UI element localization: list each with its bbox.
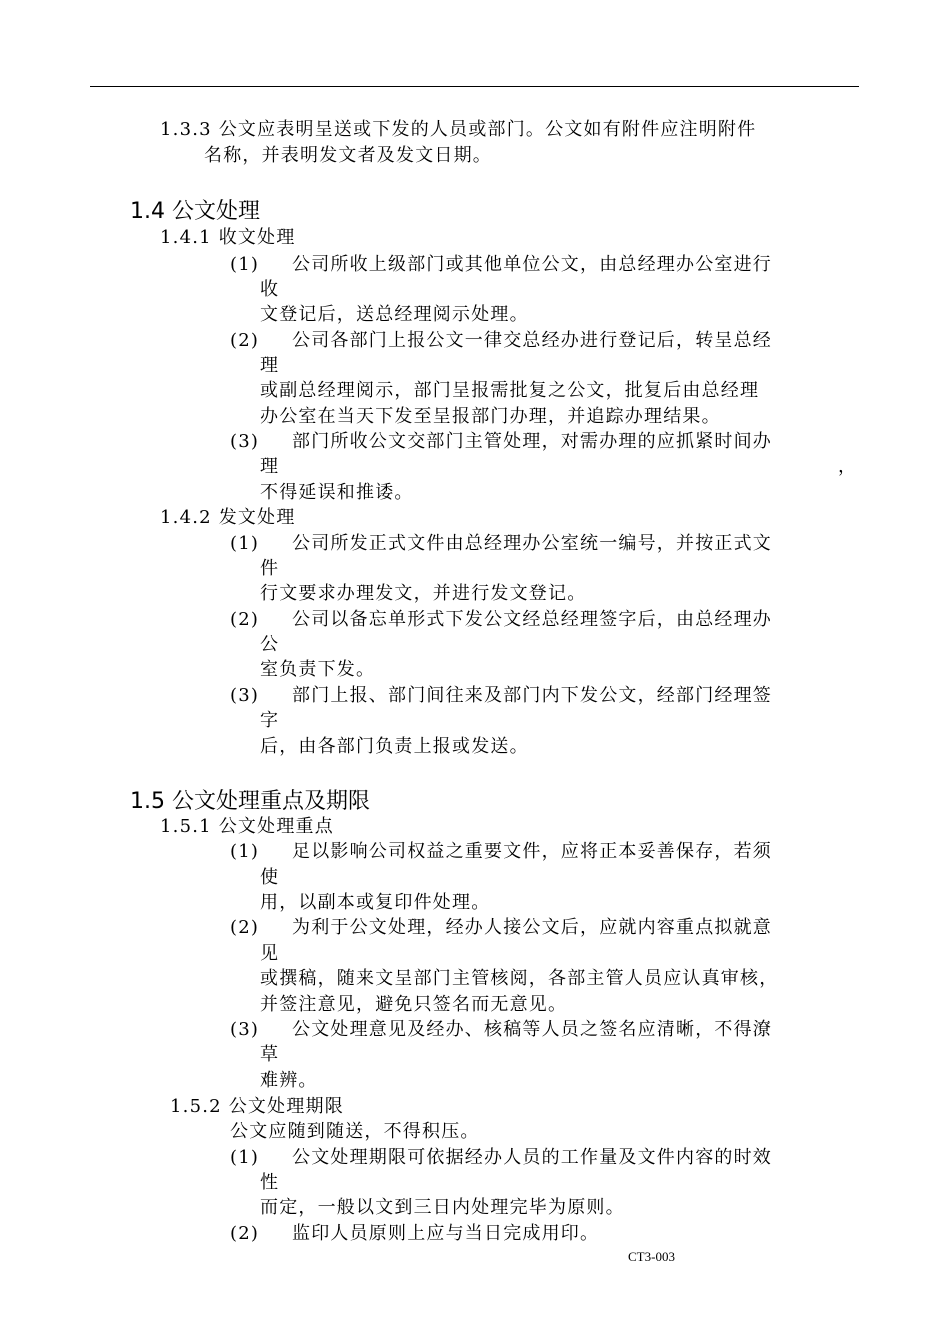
item-wrap-char: 件 xyxy=(260,558,280,579)
item-number: (2) xyxy=(230,330,260,351)
item-wrap-char: 见 xyxy=(260,943,280,964)
subheading-1-5-2: 1.5.2 公文处理期限 xyxy=(170,1096,344,1117)
heading-1-4: 1.4 公文处理 xyxy=(130,199,260,224)
subheading-1-4-1: 1.4.1 收文处理 xyxy=(160,227,296,248)
para-1-3-3-line1: 1.3.3 公文应表明呈送或下发的人员或部门。公文如有附件应注明附件 xyxy=(160,119,757,140)
item-text: 公司所发正式文件由总经理办公室统一编号，并按正式文 xyxy=(292,533,772,554)
item-wrap-char: 公 xyxy=(260,634,280,655)
item-text: 为利于公文处理，经办人接公文后，应就内容重点拟就意 xyxy=(292,917,772,938)
item-wrap-char: 理 xyxy=(260,456,280,477)
item-number: (2) xyxy=(230,1223,260,1244)
item-wrap-char: 性 xyxy=(260,1172,280,1193)
item-wrap-char: 使 xyxy=(260,867,280,888)
item-text: 公司各部门上报公文一律交总经办进行登记后，转呈总经 xyxy=(292,330,772,351)
item-continuation: 或撰稿，随来文呈部门主管核阅，各部主管人员应认真审核， xyxy=(260,968,779,989)
item-continuation: 并签注意见，避免只签名而无意见。 xyxy=(260,994,568,1015)
item-text: 部门所收公文交部门主管处理，对需办理的应抓紧时间办 xyxy=(292,431,772,452)
item-number: (2) xyxy=(230,609,260,630)
item-continuation: 用，以副本或复印件处理。 xyxy=(260,892,491,913)
item-number: (2) xyxy=(230,917,260,938)
item-continuation: 后，由各部门负责上报或发送。 xyxy=(260,736,529,757)
item-number: (3) xyxy=(230,1019,260,1040)
item-continuation: 办公室在当天下发至呈报部门办理，并追踪办理结果。 xyxy=(260,406,721,427)
item-text: 公文处理期限可依据经办人员的工作量及文件内容的时效 xyxy=(292,1147,772,1168)
item-wrap-char: 收 xyxy=(260,279,280,300)
item-continuation: 室负责下发。 xyxy=(260,659,376,680)
item-continuation: 而定，一般以文到三日内处理完毕为原则。 xyxy=(260,1197,625,1218)
para-1-3-3-line2: 名称，并表明发文者及发文日期。 xyxy=(204,145,492,166)
item-wrap-char: 理 xyxy=(260,355,280,376)
item-continuation: 行文要求办理发文，并进行发文登记。 xyxy=(260,583,587,604)
item-wrap-char: 草 xyxy=(260,1044,280,1065)
item-text: 部门上报、部门间往来及部门内下发公文，经部门经理签 xyxy=(292,685,772,706)
item-number: (3) xyxy=(230,685,260,706)
subheading-1-5-1: 1.5.1 公文处理重点 xyxy=(160,816,334,837)
item-continuation: 文登记后，送总经理阅示处理。 xyxy=(260,304,529,325)
item-text: 足以影响公司权益之重要文件，应将正本妥善保存，若须 xyxy=(292,841,772,862)
intro-text: 公文应随到随送，不得积压。 xyxy=(230,1121,480,1142)
header-rule xyxy=(90,86,859,87)
item-wrap-char: 字 xyxy=(260,710,280,731)
document-code: CT3-003 xyxy=(628,1249,675,1264)
heading-1-5: 1.5 公文处理重点及期限 xyxy=(130,789,370,814)
item-continuation: 不得延误和推诿。 xyxy=(260,482,414,503)
subheading-1-4-2: 1.4.2 发文处理 xyxy=(160,507,296,528)
item-continuation: 或副总经理阅示，部门呈报需批复之公文，批复后由总经理 xyxy=(260,380,760,401)
item-text: 监印人员原则上应与当日完成用印。 xyxy=(292,1223,600,1244)
item-text: 公司所收上级部门或其他单位公文，由总经理办公室进行 xyxy=(292,254,772,275)
item-number: (1) xyxy=(230,1147,260,1168)
item-continuation: 难辨。 xyxy=(260,1070,318,1091)
item-number: (1) xyxy=(230,254,260,275)
item-text: 公司以备忘单形式下发公文经总经理签字后，由总经理办 xyxy=(292,609,772,630)
item-number: (3) xyxy=(230,431,260,452)
item-number: (1) xyxy=(230,533,260,554)
item-text: 公文处理意见及经办、核稿等人员之签名应清晰，不得潦 xyxy=(292,1019,772,1040)
item-wrap-tail: ， xyxy=(838,456,858,477)
item-number: (1) xyxy=(230,841,260,862)
